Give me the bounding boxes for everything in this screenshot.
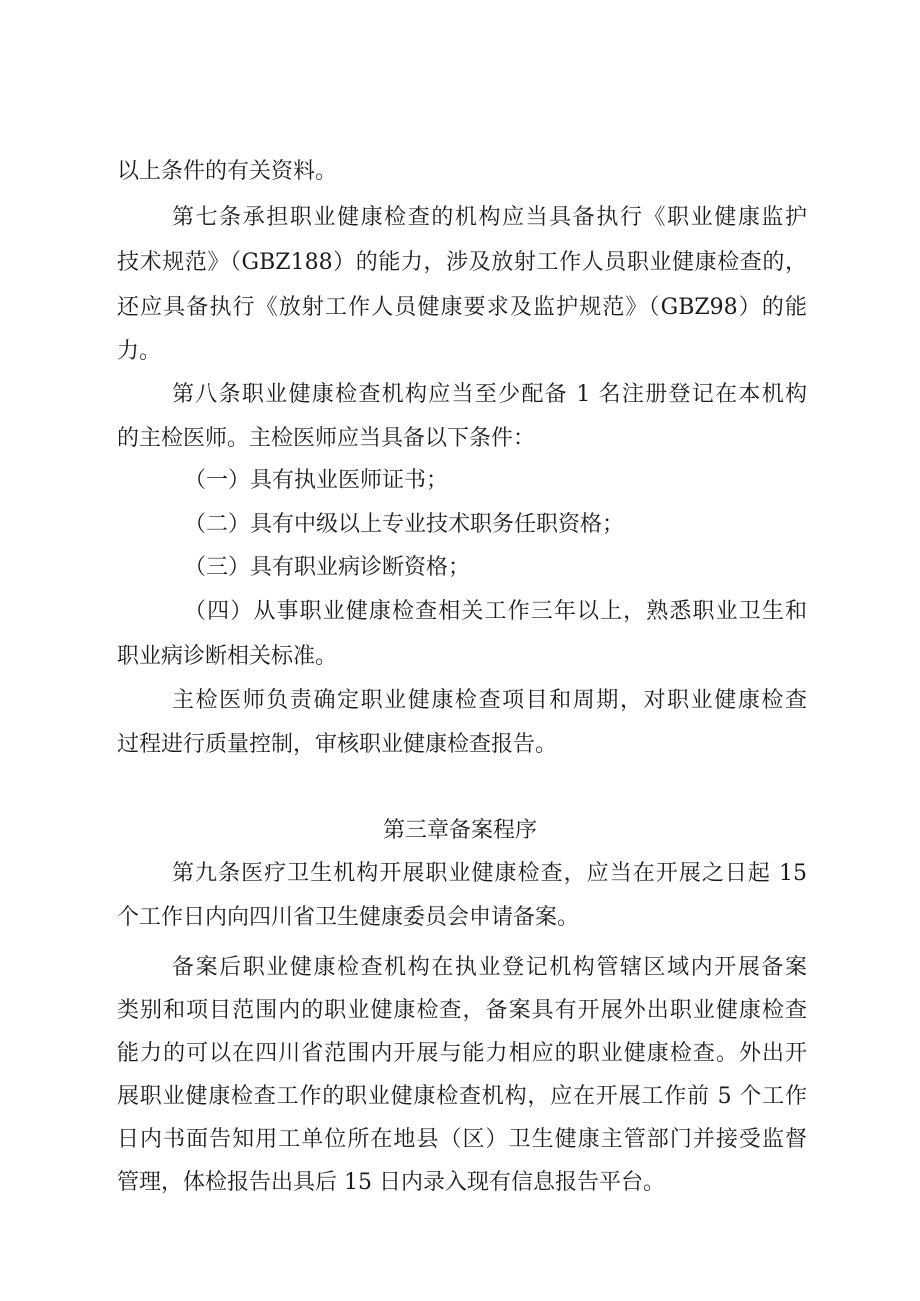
text-line: 类别和项目范围内的职业健康检查，备案具有开展外出职业健康检查: [117, 998, 807, 1023]
text-line: 力。: [117, 339, 162, 364]
chapter-heading: 第三章备案程序: [382, 818, 537, 843]
list-item: （三）具有职业病诊断资格；: [184, 555, 471, 580]
text-line: 日内书面告知用工单位所在地县（区）卫生健康主管部门并接受监督: [117, 1127, 807, 1152]
text-line: 还应具备执行《放射工作人员健康要求及监护规范》（GBZ98）的能: [117, 295, 807, 320]
text-line: 个工作日内向四川省卫生健康委员会申请备案。: [117, 905, 580, 930]
text-line: 技术规范》（GBZ188）的能力，涉及放射工作人员职业健康检查的，: [117, 250, 807, 275]
list-item: （二）具有中级以上专业技术职务任职资格；: [184, 512, 625, 537]
text-line: 管理，体检报告出具后 15 日内录入现有信息报告平台。: [117, 1170, 665, 1195]
text-line: 过程进行质量控制，审核职业健康检查报告。: [117, 732, 558, 757]
text-line: 展职业健康检查工作的职业健康检查机构，应在开展工作前 5 个工作: [117, 1084, 807, 1109]
text-line: 第八条职业健康检查机构应当至少配备 1 名注册登记在本机构: [172, 382, 807, 407]
text-line: 第九条医疗卫生机构开展职业健康检查，应当在开展之日起 15: [172, 861, 807, 886]
list-item: （四）从事职业健康检查相关工作三年以上，熟悉职业卫生和: [184, 599, 807, 624]
text-line: 主检医师负责确定职业健康检查项目和周期，对职业健康检查: [172, 688, 807, 713]
text-line: 第七条承担职业健康检查的机构应当具备执行《职业健康监护: [172, 205, 807, 230]
list-item: （一）具有执业医师证书；: [184, 468, 449, 493]
text-line: 的主检医师。主检医师应当具备以下条件：: [117, 426, 536, 451]
text-line: 以上条件的有关资料。: [117, 159, 338, 184]
text-line: 备案后职业健康检查机构在执业登记机构管辖区域内开展备案: [172, 955, 807, 980]
text-line: 职业病诊断相关标准。: [117, 644, 338, 669]
text-line: 能力的可以在四川省范围内开展与能力相应的职业健康检查。外出开: [117, 1041, 807, 1066]
